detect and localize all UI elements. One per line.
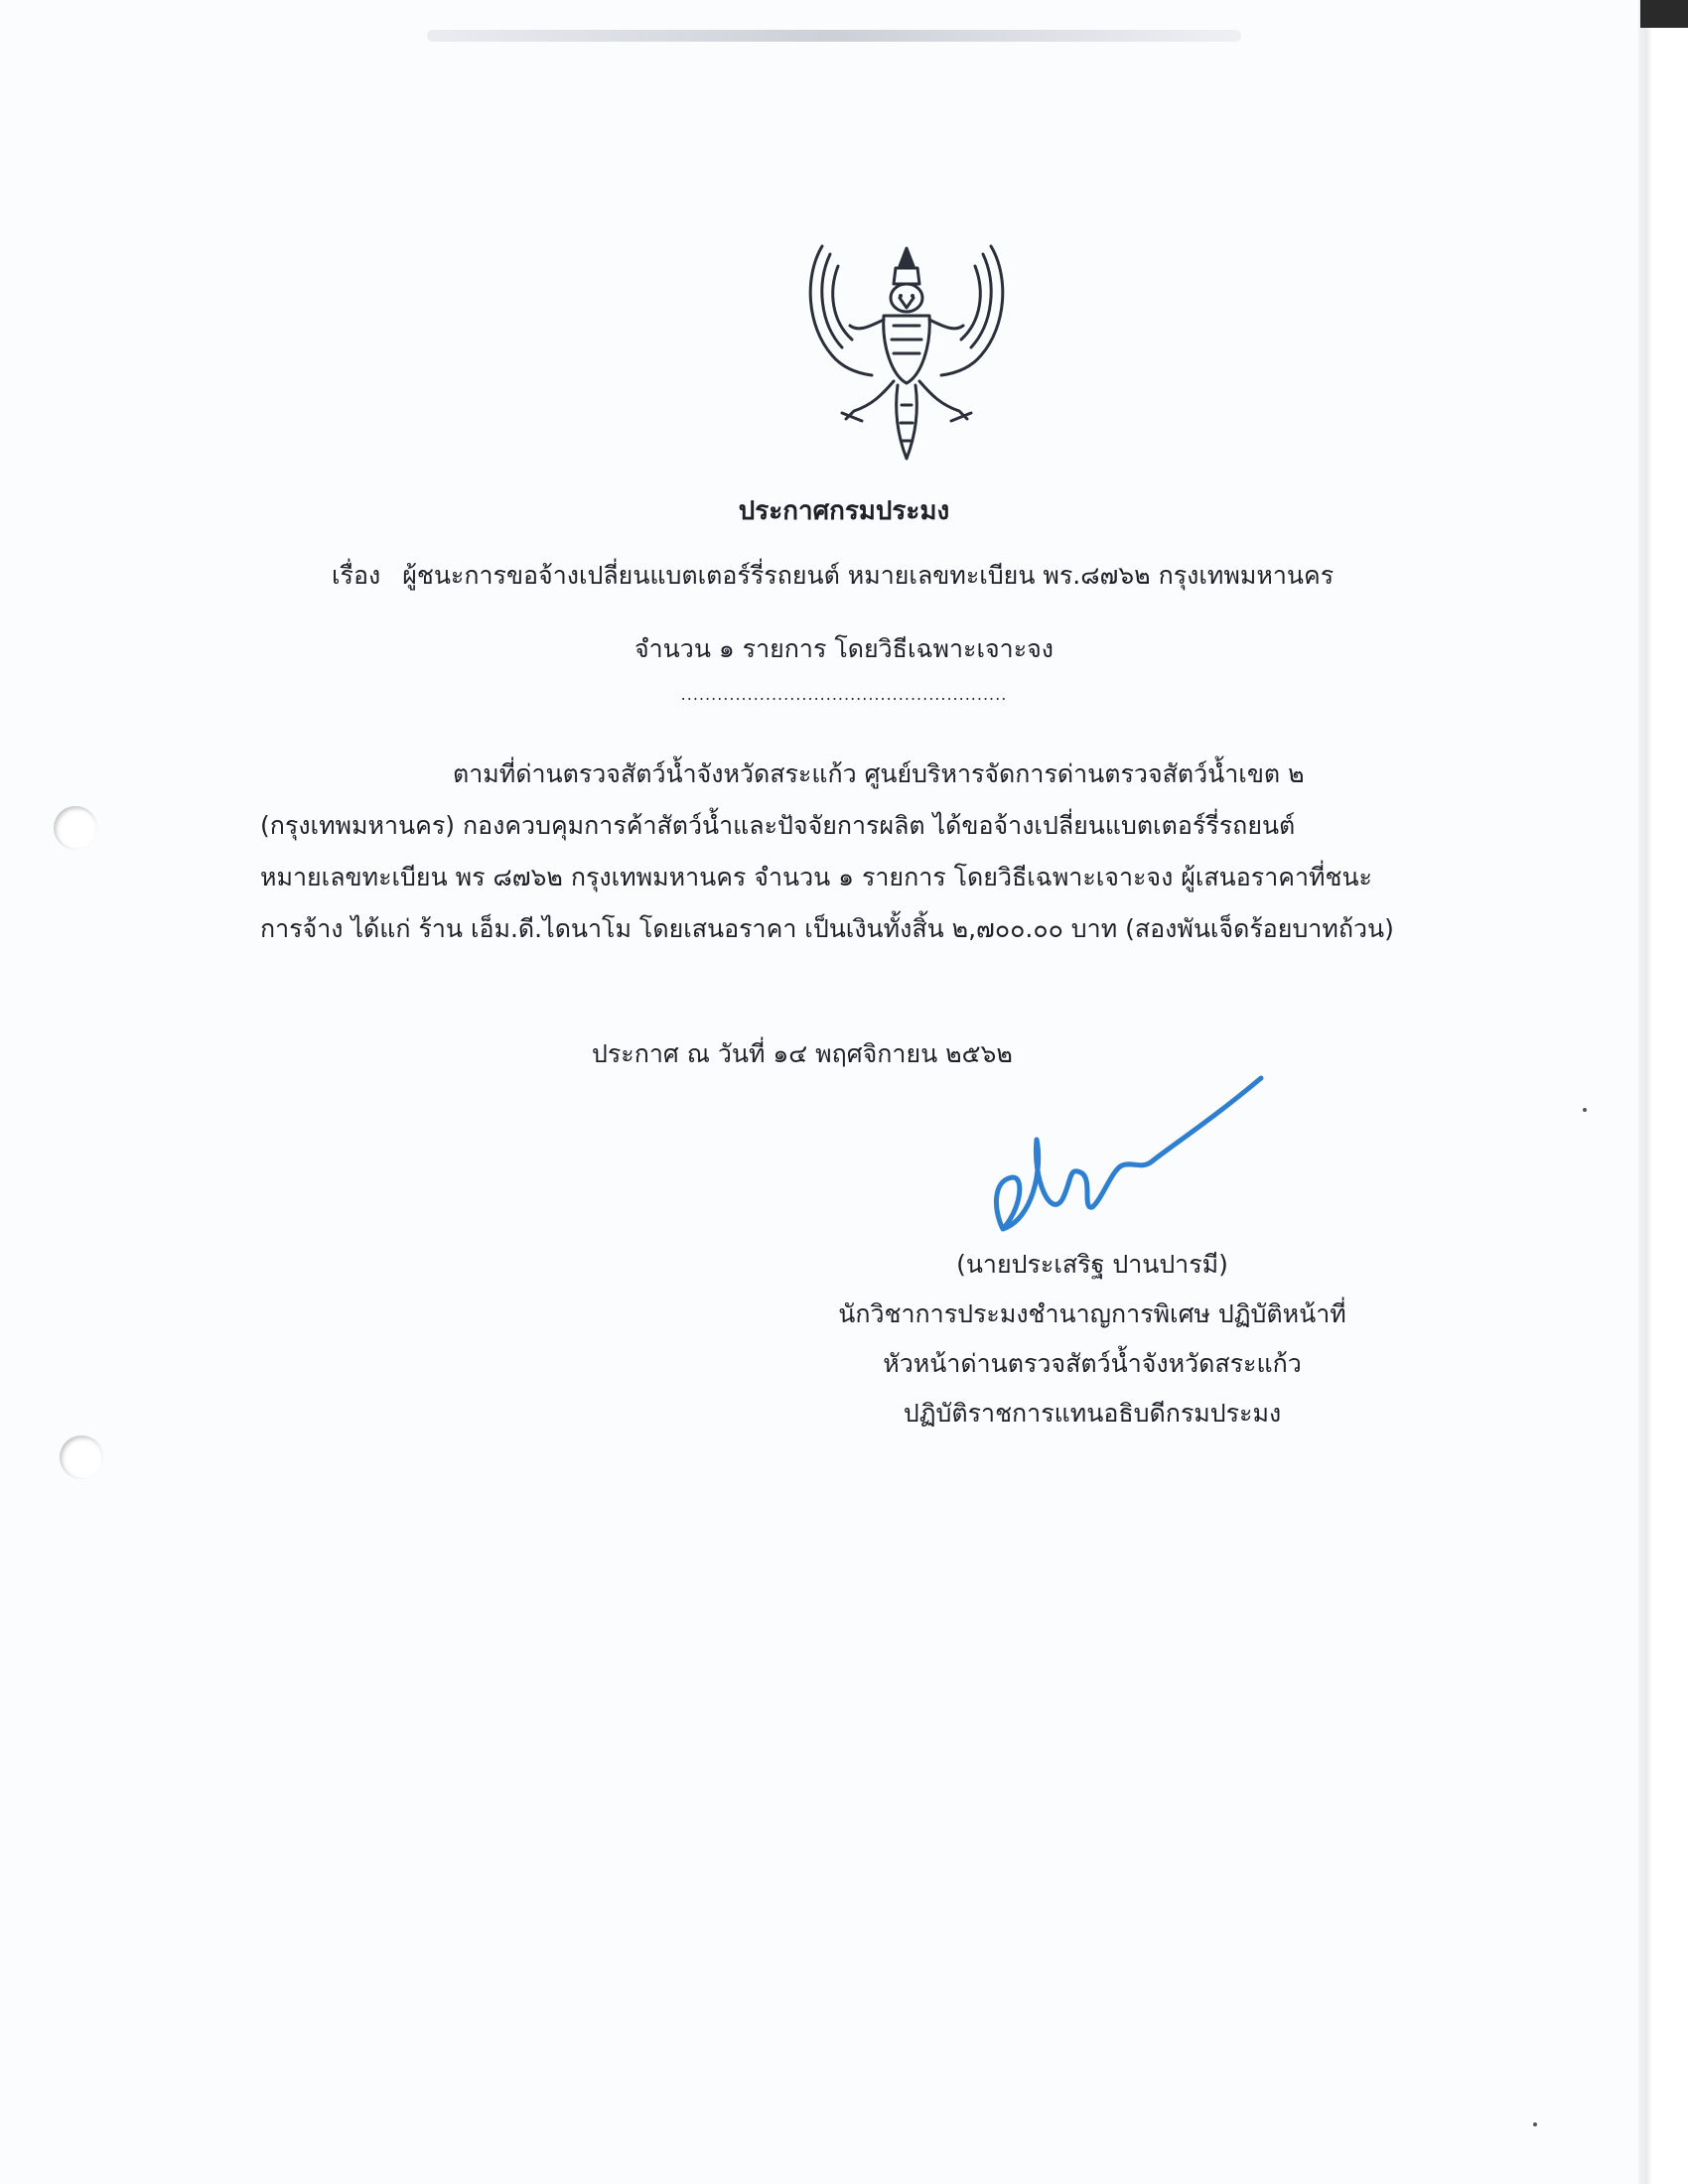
subject-line [332, 556, 1334, 596]
scan-edge [1638, 0, 1688, 2184]
announcement-heading: ประกาศกรมประมง [738, 496, 950, 526]
punch-hole-bottom [60, 1435, 103, 1479]
signer-position-line-3: ปฏิบัติราชการแทนอธิบดีกรมประมง [903, 1399, 1282, 1428]
garuda-emblem [802, 236, 1011, 467]
subject-label: เรื่อง [332, 561, 381, 590]
body-paragraph-line-3: หมายเลขทะเบียน พร ๘๗๖๒ กรุงเทพมหานคร จำนวน ๑ รายการ โดยวิธีเฉพาะเจาะจง ผู้เสนอราคาที่ชนะ [260, 863, 1372, 891]
scan-artifact [427, 30, 1241, 42]
punch-hole-top [54, 806, 97, 850]
signer-position-line-1: นักวิชาการประมงชำนาญการพิเศษ ปฏิบัติหน้าที่ [838, 1299, 1346, 1328]
signer-name: (นายประเสริฐ ปานปารมี) [956, 1250, 1228, 1279]
scan-speck [1533, 2122, 1537, 2126]
signer-position-line-2: หัวหน้าด่านตรวจสัตว์น้ำจังหวัดสระแก้ว [883, 1349, 1302, 1378]
handwritten-signature [973, 1070, 1271, 1249]
subject-text-line-1: ผู้ชนะการขอจ้างเปลี่ยนแบตเตอร์รี่รถยนต์ หมายเลขทะเบียน พร.๘๗๖๒ กรุงเทพมหานคร [402, 561, 1335, 590]
scan-edge-corner [1640, 0, 1688, 28]
subject-text-line-2: จำนวน ๑ รายการ โดยวิธีเฉพาะเจาะจง [634, 634, 1054, 663]
body-paragraph-line-2: (กรุงเทพมหานคร) กองควบคุมการค้าสัตว์น้ำและปัจจัยการผลิต ได้ขอจ้างเปลี่ยนแบตเตอร์รี่รถยนต์ [260, 811, 1296, 840]
announcement-date: ประกาศ ณ วันที่ ๑๔ พฤศจิกายน ๒๕๖๒ [592, 1039, 1013, 1068]
scan-speck [1583, 1108, 1587, 1112]
body-paragraph-line-4: การจ้าง ได้แก่ ร้าน เอ็ม.ดี.ไดนาโม โดยเสนอราคา เป็นเงินทั้งสิ้น ๒,๗๐๐.๐๐ บาท (สองพันเจ็ดร้อยบาทถ้วน) [260, 914, 1394, 943]
dotted-divider: ...................................................... [680, 685, 1008, 704]
body-paragraph-line-1: ตามที่ด่านตรวจสัตว์น้ำจังหวัดสระแก้ว ศูนย์บริหารจัดการด่านตรวจสัตว์น้ำเขต ๒ [453, 759, 1305, 788]
